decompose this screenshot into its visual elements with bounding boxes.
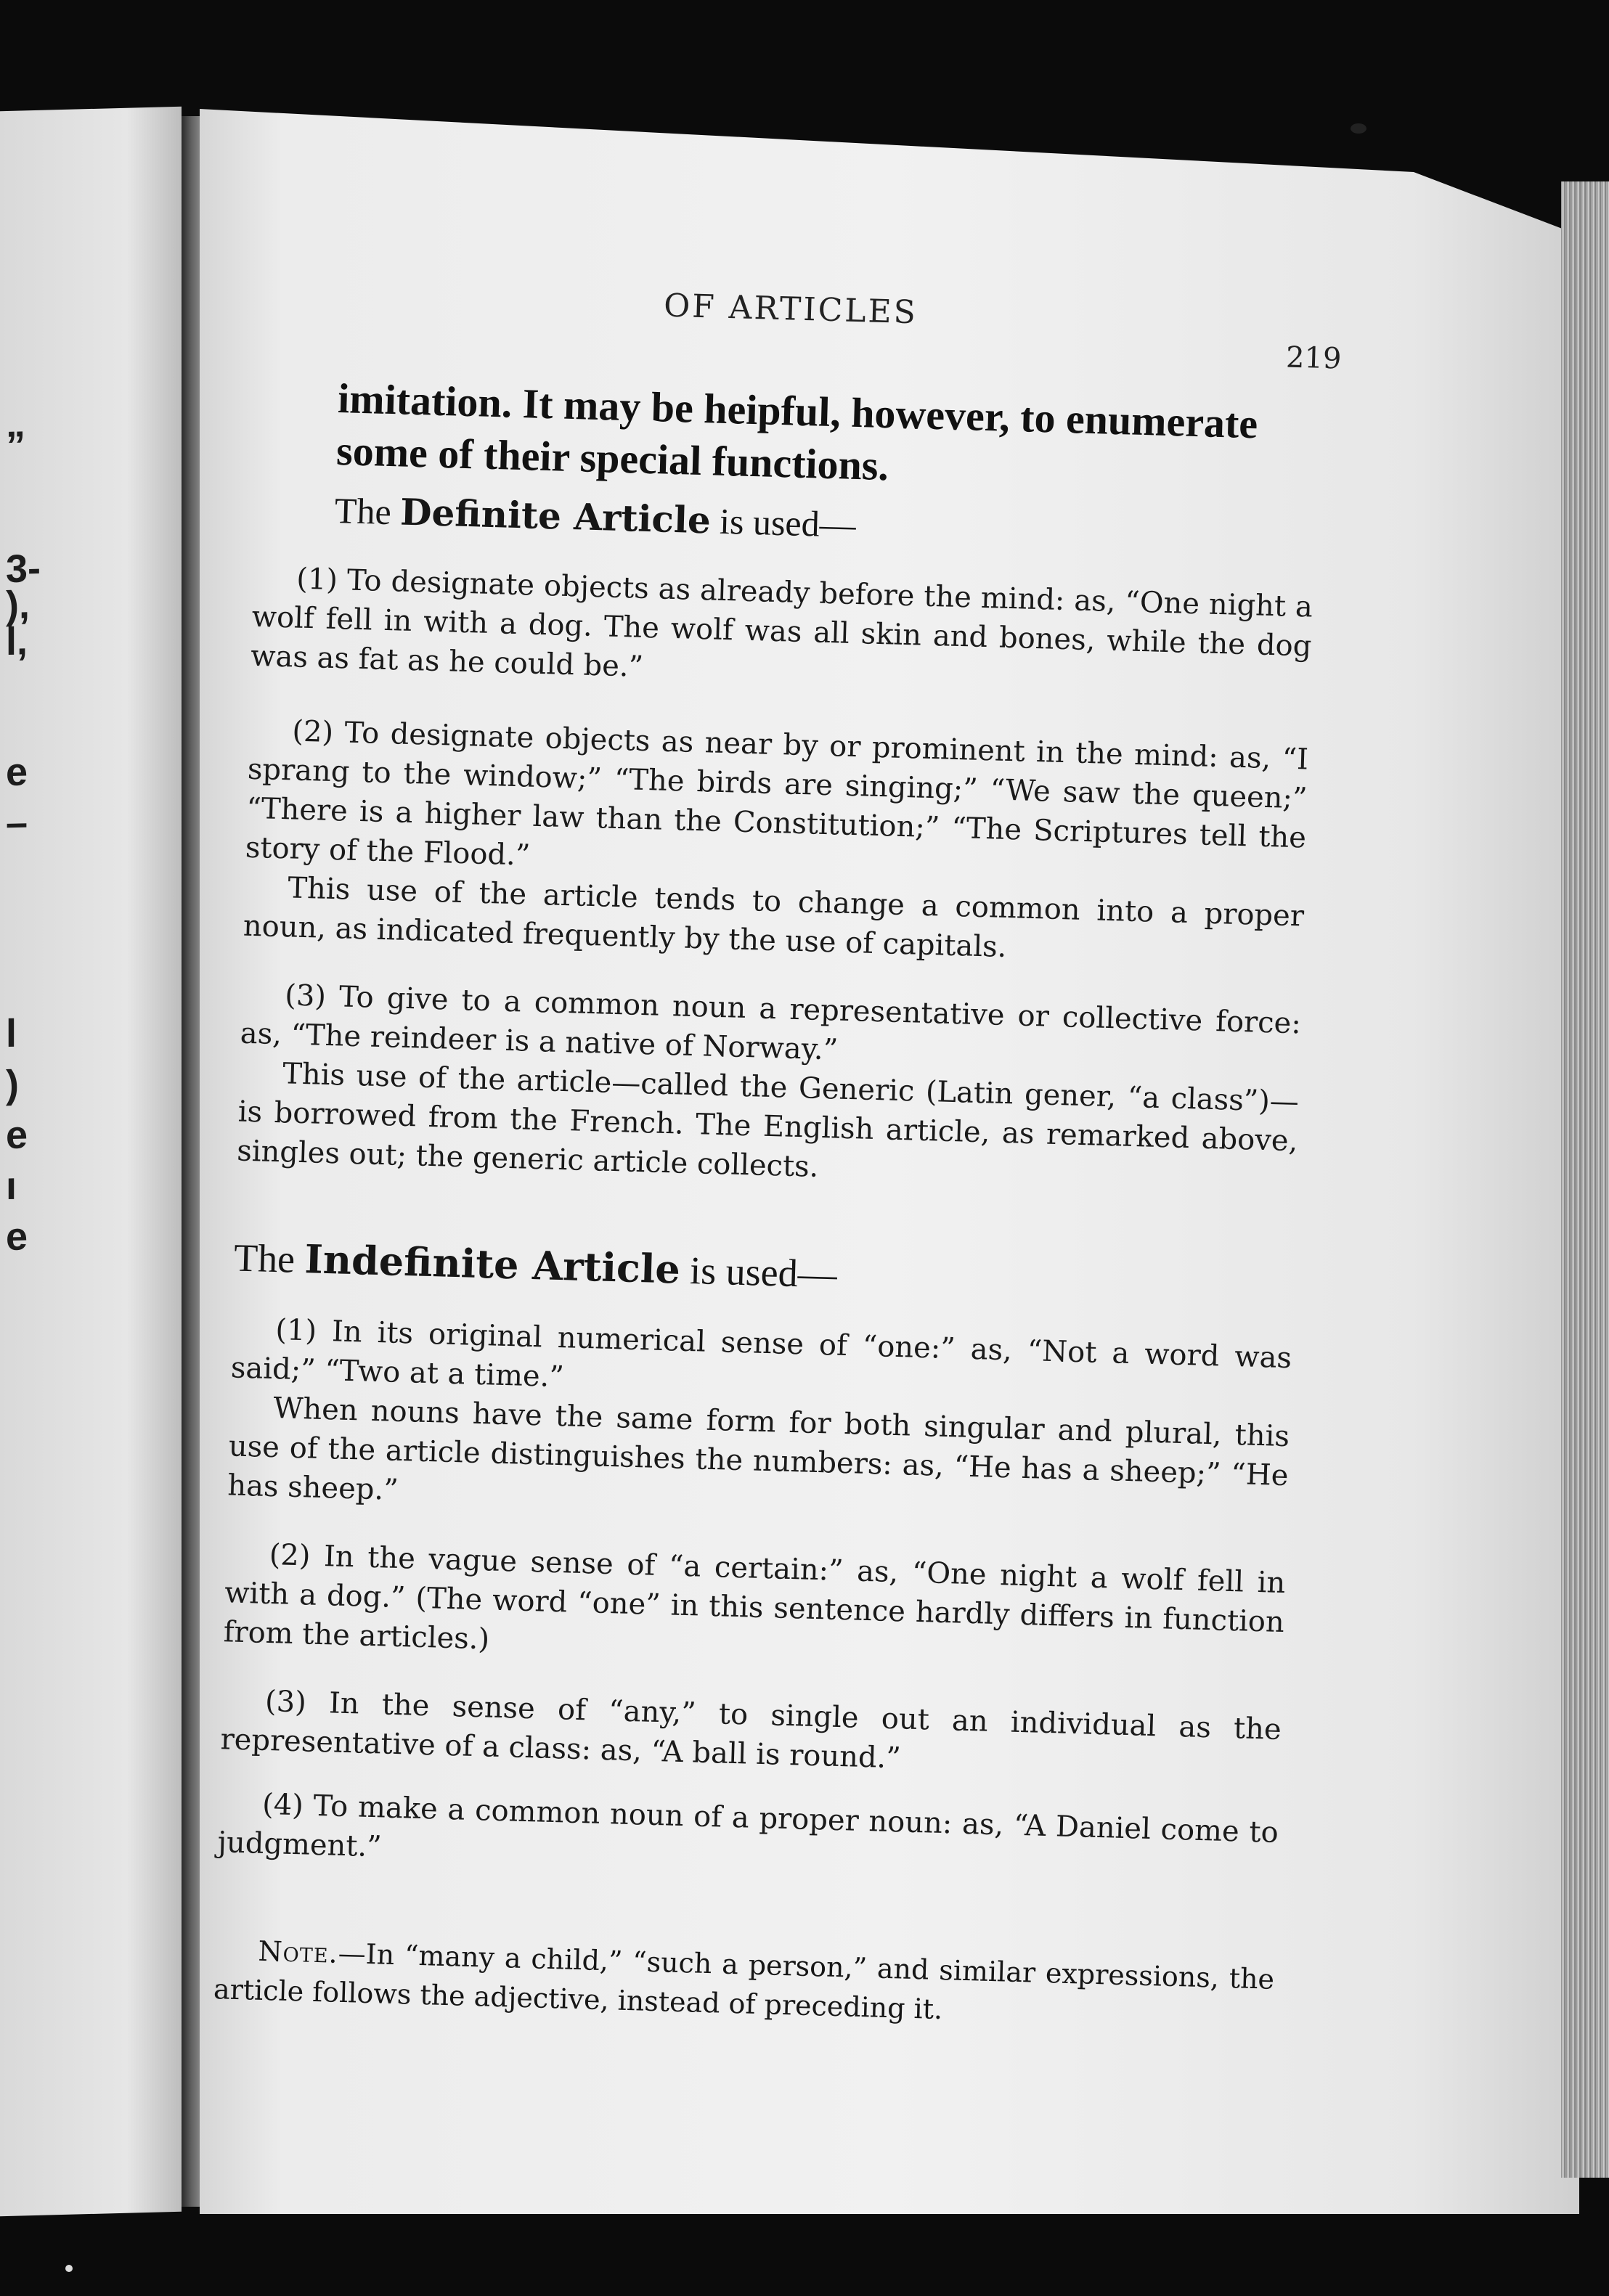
book-gutter <box>182 116 202 2207</box>
indefinite-note-number: When nouns have the same form for both singular and plural, this use of the article distinguishes the numbers: as, “He has a sheep;” “He has sheep.” <box>227 1392 1290 1507</box>
dust-speck <box>65 2265 73 2272</box>
note-label: Note. <box>257 1935 339 1969</box>
definite-section <box>237 486 1316 1200</box>
indefinite-item-3: (3) In the sense of “any,” to single out an individual as the representative of a class: as, “A ball is round.” <box>220 1684 1282 1776</box>
indefinite-item-1: (1) In its original numerical sense of “one:” as, “Not a word was said;” “Two at a time.” <box>230 1313 1292 1394</box>
left-page-fragment: 3- <box>6 546 41 592</box>
left-facing-page <box>0 107 182 2217</box>
heading-prefix: The <box>334 489 402 533</box>
running-head: OF ARTICLES <box>663 287 918 332</box>
indefinite-section <box>217 1233 1295 1891</box>
definite-note-generic: This use of the article—called the Generic (Latin gener, “a class”)—is borrowed from the French. The English article, as remarked above, singles out; the generic article collects. <box>236 1057 1300 1184</box>
left-page-fragment: e <box>6 750 28 795</box>
note-text: —In “many a child,” “such a person,” and similar expressions, the article follows the adjective, instead of preceding it. <box>213 1937 1275 2026</box>
page-edges <box>1561 181 1609 2178</box>
left-page-fragment: ” <box>6 423 25 468</box>
left-page-fragment: l <box>6 1011 17 1056</box>
left-page-fragment: e <box>6 1214 28 1259</box>
definite-item-1: (1) To designate objects as already before the mind: as, “One night a wolf fell in with a dog. The wolf was all skin and bones, while the dog was as fat as he could be.” <box>250 562 1313 684</box>
heading-term: Definite Article <box>399 490 712 542</box>
definite-note-proper-noun: This use of the article tends to change a common into a proper noun, as indicated frequently by the use of capitals. <box>243 871 1305 965</box>
lead-paragraph: imitation. It may be heipful, however, to enumerate some of their special functions. <box>335 375 1259 490</box>
indefinite-item-2: (2) In the vague sense of “a certain:” as, “One night a wolf fell in with a dog.” (The word “one” in this sentence hardly differs in function from the articles.) <box>223 1537 1286 1656</box>
dust-speck <box>1351 123 1366 134</box>
left-page-fragment: – <box>6 801 28 846</box>
heading-suffix: is used— <box>679 1248 838 1296</box>
left-page-fragment: l, <box>6 619 28 664</box>
definite-item-3: (3) To give to a common noun a representative or collective force: as, “The reindeer is a native of Norway.” <box>240 979 1302 1067</box>
heading-term: Indefinite Article <box>304 1235 681 1293</box>
page-number: 219 <box>1285 340 1343 376</box>
heading-prefix: The <box>233 1235 306 1282</box>
left-page-fragment: ı <box>6 1164 17 1209</box>
left-page-fragment: ) <box>6 1062 19 1107</box>
definite-item-2: (2) To designate objects as near by or prominent in the mind: as, “I sprang to the window;” “The birds are singing;” “We saw the queen;” “There is a higher law than the Constitution;” “The Scriptures tell the story of the Flood.” <box>245 714 1309 873</box>
indefinite-item-4: (4) To make a common noun of a proper noun: as, “A Daniel come to judgment.” <box>217 1787 1279 1864</box>
left-page-fragment: ), <box>6 583 30 628</box>
left-page-fragment: e <box>6 1113 28 1158</box>
heading-suffix: is used— <box>709 500 857 545</box>
